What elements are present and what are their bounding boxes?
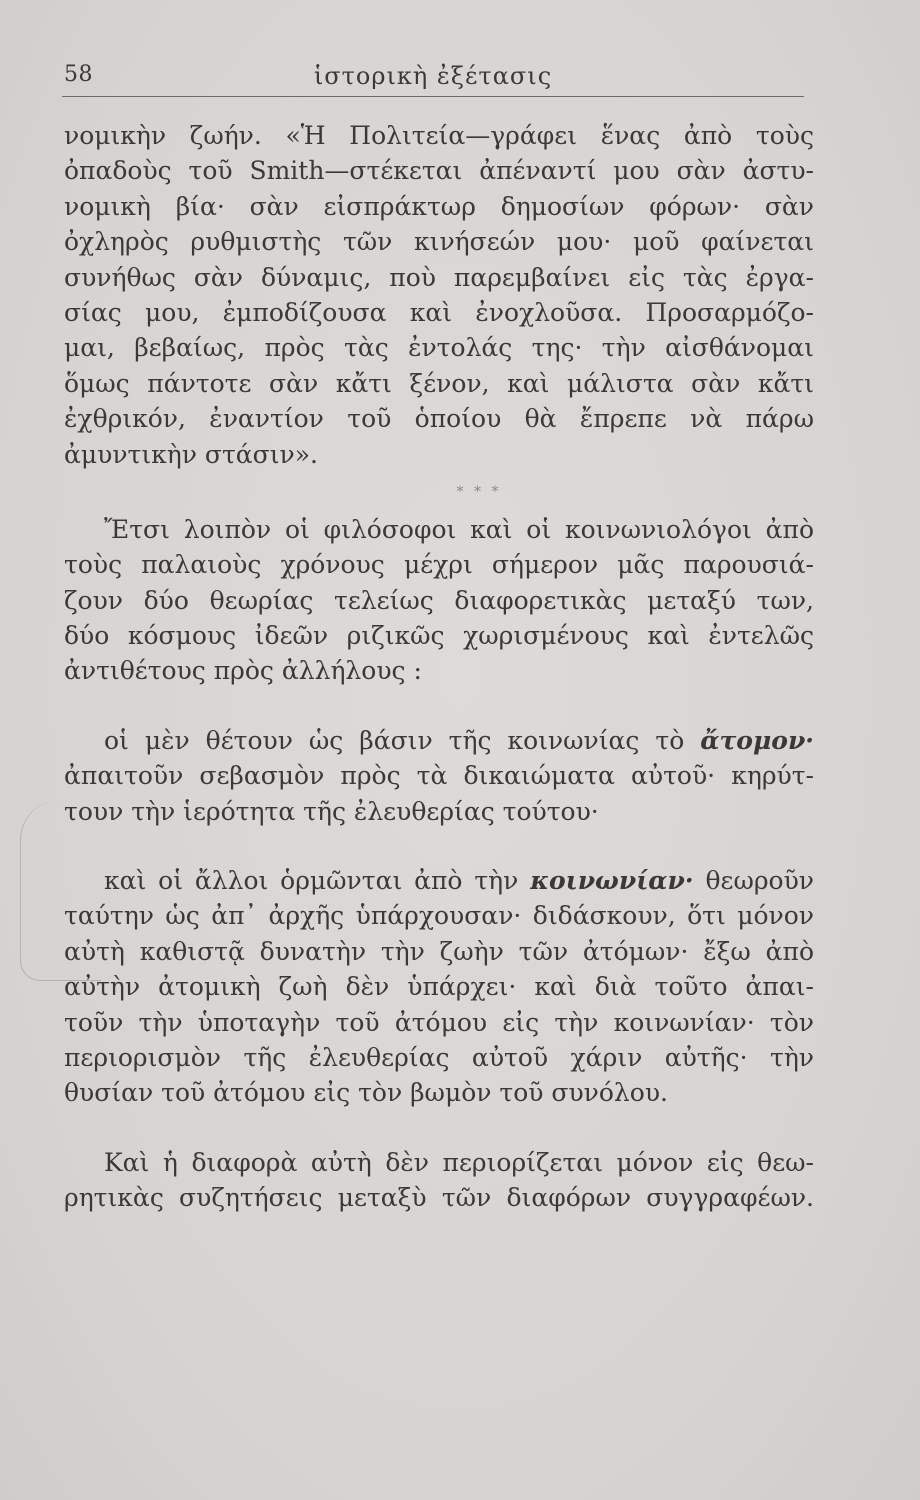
text-line: Καὶ ἡ διαφορὰ αὐτὴ δὲν περιορίζεται μόνον εἰς θεω- xyxy=(104,1147,814,1177)
paragraph-individual xyxy=(64,723,814,829)
text-line: ἀπαιτοῦν σεβασμὸν πρὸς τὰ δικαιώματα αὐτοῦ· κηρύτ- xyxy=(64,761,814,791)
text-line: τοὺς παλαιοὺς χρόνους μέχρι σήμερον μᾶς παρουσιά- xyxy=(64,550,814,580)
text-span: οἱ μὲν θέτουν ὡς βάσιν τῆς κοινωνίας τὸ xyxy=(104,725,701,755)
emphasis-individual: ἄτομον· xyxy=(700,725,814,755)
paragraph-quote xyxy=(64,118,814,472)
text-line: μαι, βεβαίως, πρὸς τὰς ἐντολάς της· τὴν αἰσθάνομαι xyxy=(64,333,814,363)
text-line xyxy=(64,723,814,758)
paragraph-society xyxy=(64,863,814,1111)
text-line: ἐχθρικόν, ἐναντίον τοῦ ὁποίου θὰ ἔπρεπε νὰ πάρω xyxy=(64,404,814,434)
text-span: θεωροῦν xyxy=(693,866,814,896)
text-line: ζουν δύο θεωρίας τελείως διαφορετικὰς μεταξύ των, xyxy=(64,585,814,615)
text-line xyxy=(64,863,814,898)
text-line: ταύτην ὡς ἀπ᾽ ἀρχῆς ὑπάρχουσαν· διδάσκουν, ὅτι μόνον xyxy=(64,901,814,931)
text-line: συνήθως σὰν δύναμις, ποὺ παρεμβαίνει εἰς τὰς ἐργα- xyxy=(64,262,814,292)
text-line: ὅμως πάντοτε σὰν κἄτι ξένον, καὶ μάλιστα σὰν κἄτι xyxy=(64,368,814,398)
text-line: ὀπαδοὺς τοῦ Smith—στέκεται ἀπέναντί μου σὰν ἀστυ- xyxy=(64,156,814,186)
text-line: ἀμυντικὴν στάσιν». xyxy=(64,439,318,469)
text-line: τουν τὴν ἱερότητα τῆς ἐλευθερίας τούτου· xyxy=(64,796,599,826)
text-line: νομικὴ βία· σὰν εἰσπράκτωρ δημοσίων φόρων· σὰν xyxy=(64,191,814,221)
text-line: περιορισμὸν τῆς ἐλευθερίας αὐτοῦ χάριν αὐτῆς· τὴν xyxy=(64,1042,814,1072)
text-line: θυσίαν τοῦ ἀτόμου εἰς τὸν βωμὸν τοῦ συνόλου. xyxy=(64,1078,668,1108)
text-span: καὶ οἱ ἄλλοι ὁρμῶνται ἀπὸ τὴν xyxy=(104,866,531,896)
text-line: τοῦν τὴν ὑποταγὴν τοῦ ἀτόμου εἰς τὴν κοινωνίαν· τὸν xyxy=(64,1007,814,1037)
section-separator: * * * xyxy=(456,483,502,500)
text-line: αὐτὴ καθιστᾷ δυνατὴν τὴν ζωὴν τῶν ἀτόμων· ἔξω ἀπὸ xyxy=(64,936,814,966)
text-line: ἀντιθέτους πρὸς ἀλλήλους : xyxy=(64,656,422,686)
text-line: νομικὴν ζωήν. «Ἡ Πολιτεία—γράφει ἕνας ἀπὸ τοὺς xyxy=(64,121,814,150)
body-text xyxy=(64,118,814,1216)
running-head: ἱστορικὴ ἐξέτασις xyxy=(313,62,553,90)
page-number: 58 xyxy=(64,62,93,87)
text-line: ὀχληρὸς ρυθμιστὴς τῶν κινήσεών μου· μοῦ φαίνεται xyxy=(64,227,814,257)
page-header xyxy=(62,62,804,97)
paragraph-two-theories xyxy=(64,512,814,689)
emphasis-society: κοινωνίαν· xyxy=(530,866,694,896)
text-line: σίας μου, ἐμποδίζουσα καὶ ἐνοχλοῦσα. Προσαρμόζο- xyxy=(64,297,814,327)
text-line: ρητικὰς συζητήσεις μεταξὺ τῶν διαφόρων συγγραφέων. xyxy=(64,1183,814,1213)
text-line: Ἔτσι λοιπὸν οἱ φιλόσοφοι καὶ οἱ κοινωνιολόγοι ἀπὸ xyxy=(104,514,814,544)
text-line: δύο κόσμους ἰδεῶν ριζικῶς χωρισμένους καὶ ἐντελῶς xyxy=(64,621,814,651)
paragraph-difference xyxy=(64,1145,814,1216)
text-line: αὐτὴν ἀτομικὴ ζωὴ δὲν ὑπάρχει· καὶ διὰ τοῦτο ἀπαι- xyxy=(64,972,814,1002)
